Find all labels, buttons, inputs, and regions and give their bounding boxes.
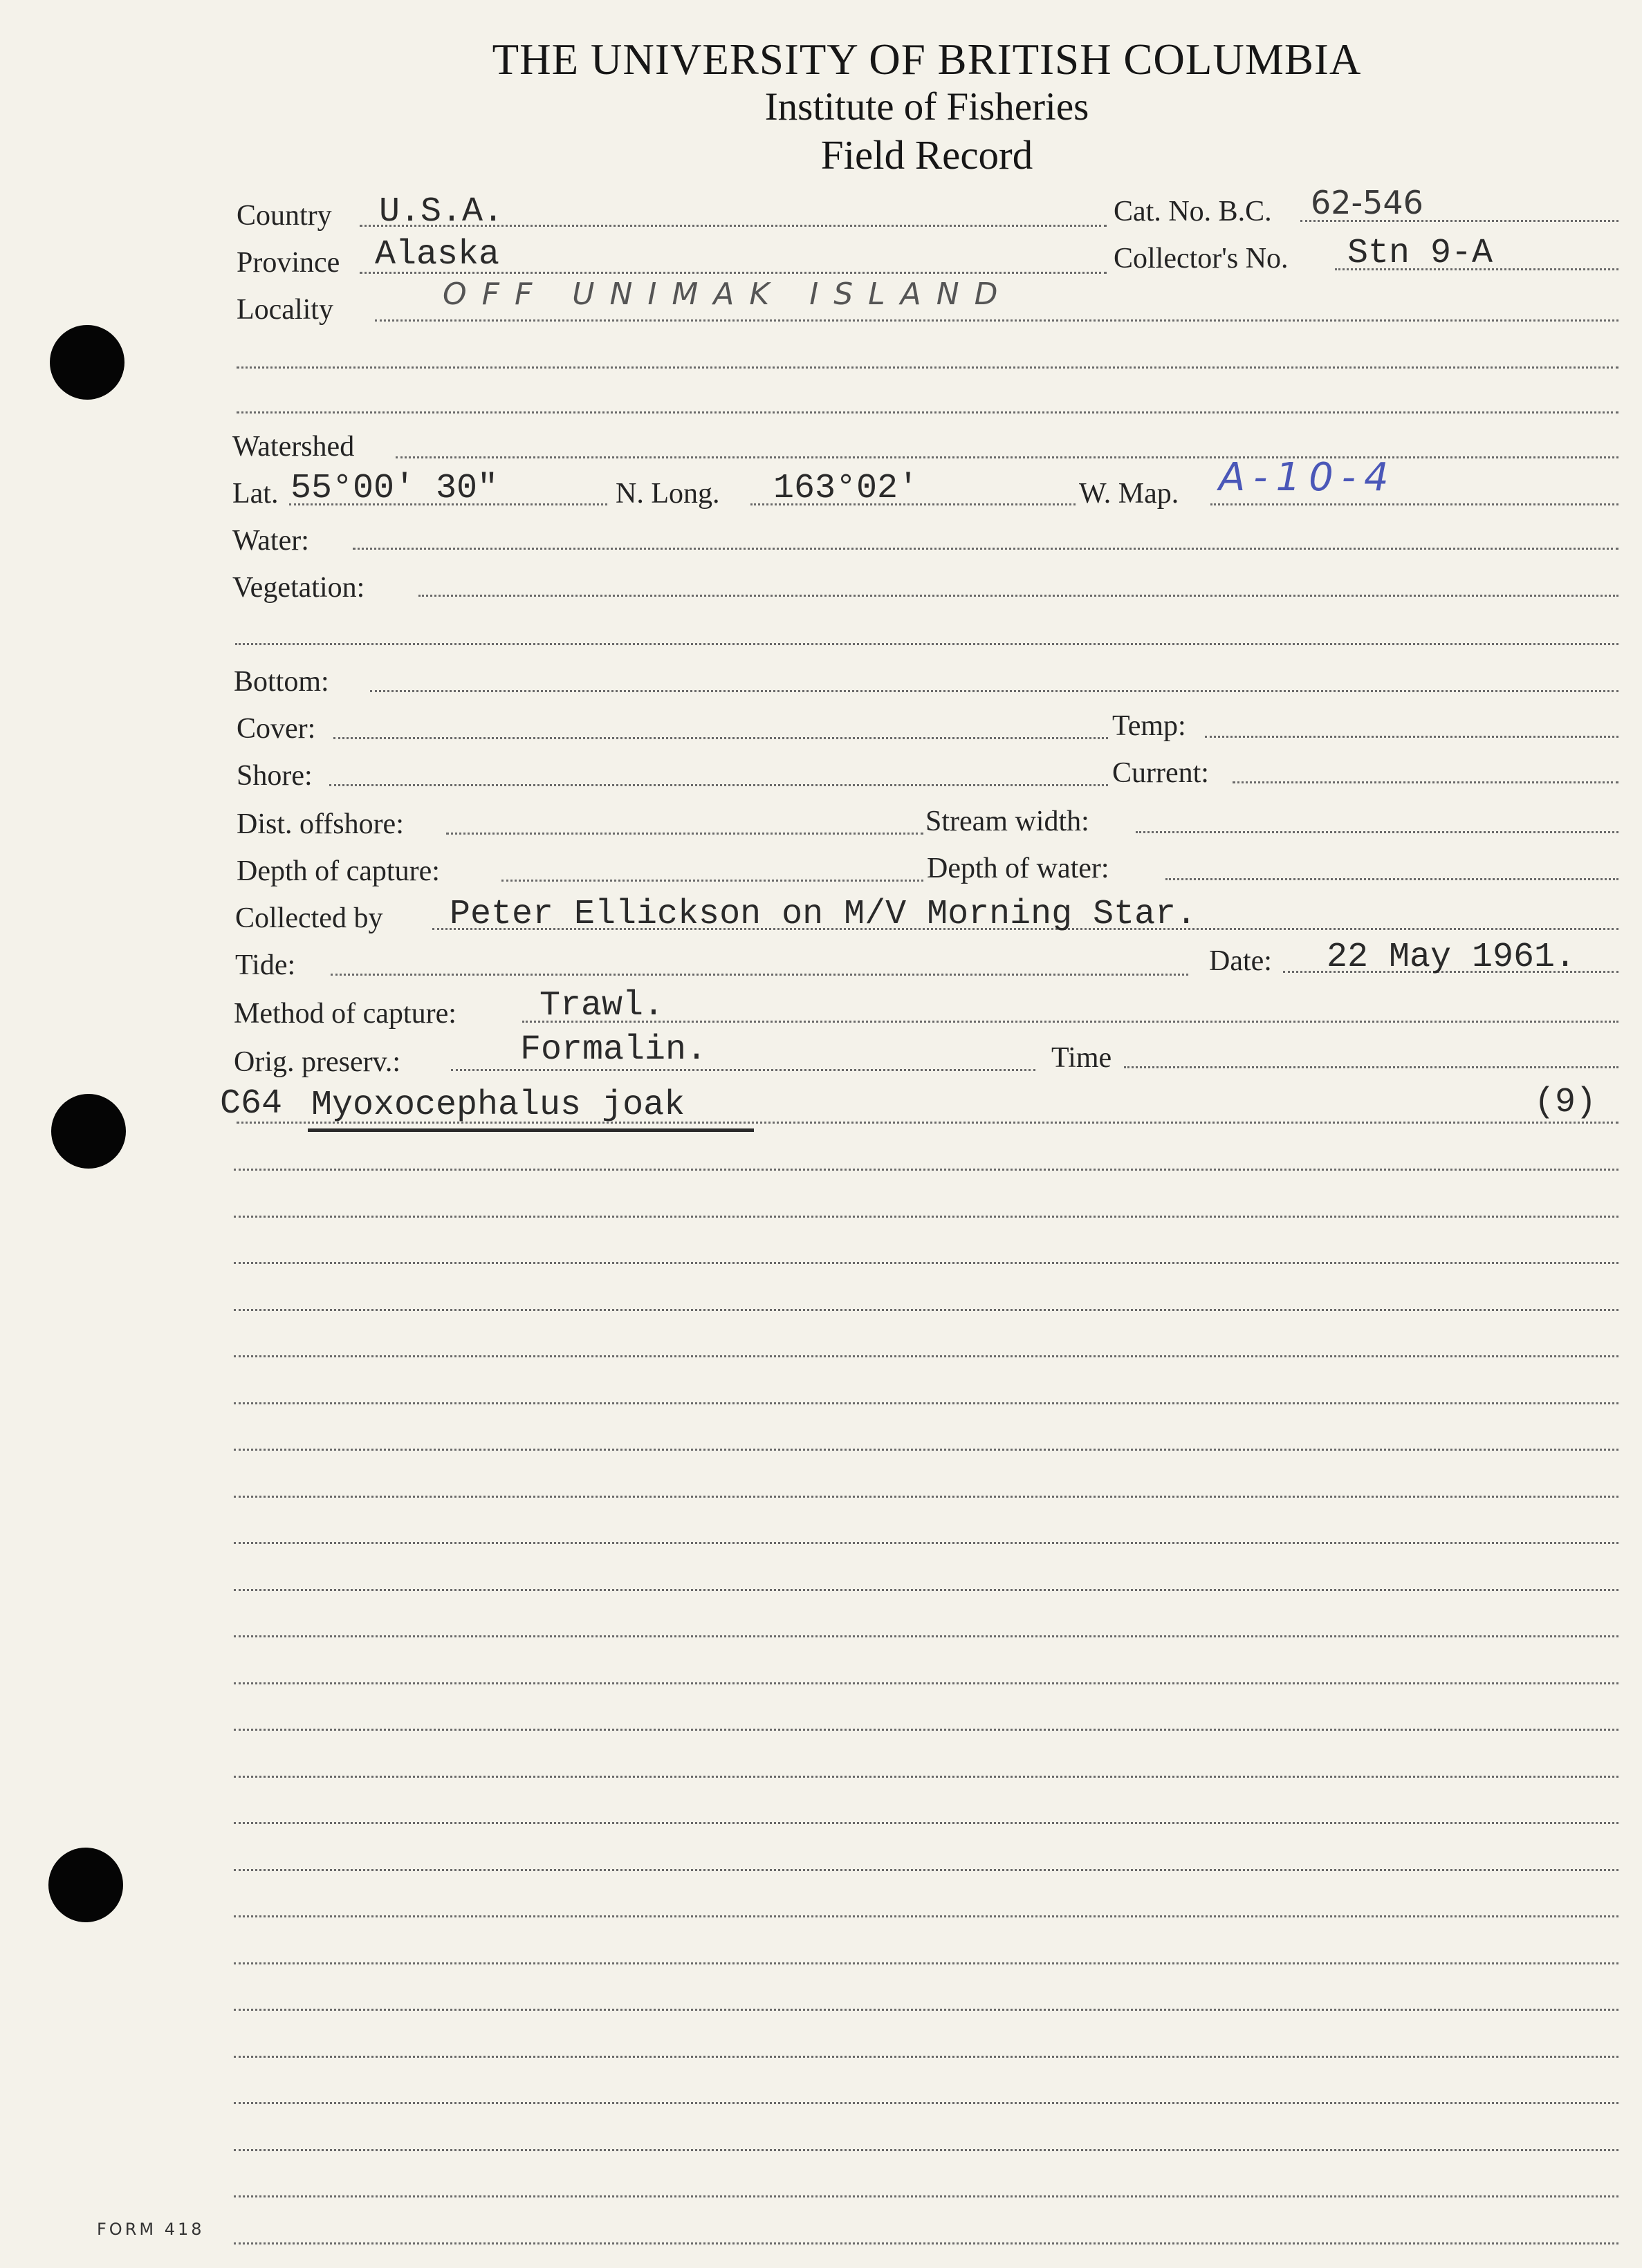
specimen-code: C64 (220, 1084, 283, 1124)
n-long-label: N. Long. (616, 478, 720, 510)
ruled-line (234, 1682, 1618, 1684)
lat-value: 55°00' 30" (290, 469, 499, 508)
locality-label: Locality (237, 294, 333, 326)
ruled-line (234, 1915, 1618, 1917)
cover-line (333, 737, 1108, 739)
map-line (1210, 503, 1618, 505)
locality-line-3 (237, 411, 1618, 413)
binder-hole-top (50, 325, 124, 400)
ruled-line (234, 1169, 1618, 1171)
shore-label: Shore: (237, 760, 313, 792)
binder-hole-bottom (48, 1848, 123, 1922)
stream-width-line (1136, 831, 1618, 833)
ruled-line (234, 1309, 1618, 1311)
long-value: 163°02' (773, 469, 919, 508)
province-value: Alaska (375, 235, 500, 275)
dist-offshore-label: Dist. offshore: (237, 808, 404, 840)
ruled-line (234, 1355, 1618, 1357)
cover-label: Cover: (237, 713, 316, 745)
preserv-value: Formalin. (520, 1030, 708, 1070)
watershed-line (396, 456, 1618, 458)
shore-line (329, 784, 1108, 786)
vegetation-line-2 (235, 643, 1618, 645)
ruled-line (234, 1216, 1618, 1218)
ruled-line (234, 1402, 1618, 1404)
country-label: Country (237, 200, 332, 232)
ruled-line (234, 1822, 1618, 1824)
department-heading: Institute of Fisheries (764, 85, 1089, 129)
vegetation-label: Vegetation: (232, 572, 365, 604)
specimen-line (237, 1122, 1618, 1124)
preserv-label: Orig. preserv.: (234, 1046, 401, 1078)
w-map-label: W. Map. (1079, 478, 1179, 510)
time-label: Time (1051, 1042, 1112, 1074)
stream-width-label: Stream width: (925, 806, 1089, 837)
ruled-line (234, 1262, 1618, 1264)
specimen-name-underline (308, 1128, 754, 1132)
water-label: Water: (232, 525, 309, 557)
collector-no-label: Collector's No. (1114, 243, 1289, 275)
form-title: Field Record (820, 132, 1033, 178)
depth-capture-line (501, 880, 923, 882)
locality-value: OFF UNIMAK ISLAND (443, 277, 1013, 312)
specimen-name: Myoxocephalus joak (311, 1086, 685, 1125)
water-line (353, 548, 1618, 550)
ruled-line (234, 1729, 1618, 1731)
current-label: Current: (1112, 757, 1209, 789)
method-label: Method of capture: (234, 998, 456, 1030)
ruled-line (234, 2102, 1618, 2104)
depth-water-label: Depth of water: (927, 853, 1109, 884)
ruled-line (234, 2149, 1618, 2151)
ruled-line (234, 1962, 1618, 1964)
dist-offshore-line (446, 833, 923, 835)
method-line (522, 1021, 1618, 1023)
temp-label: Temp: (1112, 710, 1186, 742)
locality-line-2 (237, 366, 1618, 369)
ruled-line (234, 1776, 1618, 1778)
country-value: U.S.A. (379, 192, 504, 232)
method-value: Trawl. (539, 986, 665, 1025)
lat-label: Lat. (232, 478, 279, 510)
bottom-label: Bottom: (234, 666, 329, 698)
ruled-line (234, 2242, 1618, 2244)
bottom-line (370, 690, 1618, 692)
collected-by-label: Collected by (235, 902, 383, 934)
locality-line (375, 319, 1618, 322)
ruled-line (234, 1635, 1618, 1637)
specimen-count: (9) (1534, 1083, 1597, 1122)
vegetation-line (418, 595, 1618, 597)
depth-capture-label: Depth of capture: (237, 855, 440, 887)
tide-label: Tide: (235, 949, 296, 981)
form-number: FORM 418 (97, 2220, 205, 2239)
cat-no-value: 62-546 (1311, 184, 1423, 221)
ruled-line (234, 2195, 1618, 2197)
tide-line (331, 974, 1188, 976)
ruled-line (234, 2009, 1618, 2011)
institution-heading: THE UNIVERSITY OF BRITISH COLUMBIA (492, 35, 1362, 84)
binder-hole-middle (51, 1094, 126, 1169)
date-value: 22 May 1961. (1327, 938, 1576, 977)
depth-water-line (1165, 878, 1618, 880)
collector-no-value: Stn 9-A (1347, 234, 1493, 273)
current-line (1233, 781, 1618, 783)
ruled-line (234, 1869, 1618, 1871)
ruled-line (234, 1449, 1618, 1451)
ruled-line (234, 1589, 1618, 1591)
collected-by-value: Peter Ellickson on M/V Morning Star. (450, 895, 1197, 934)
ruled-line (234, 1496, 1618, 1498)
province-label: Province (237, 247, 340, 279)
watershed-label: Watershed (232, 431, 355, 463)
time-line (1124, 1066, 1618, 1068)
map-value: A-10-4 (1219, 455, 1397, 500)
date-label: Date: (1209, 945, 1272, 977)
temp-line (1205, 736, 1618, 738)
ruled-line (234, 1542, 1618, 1544)
cat-no-label: Cat. No. B.C. (1114, 196, 1272, 227)
ruled-line (234, 2056, 1618, 2058)
